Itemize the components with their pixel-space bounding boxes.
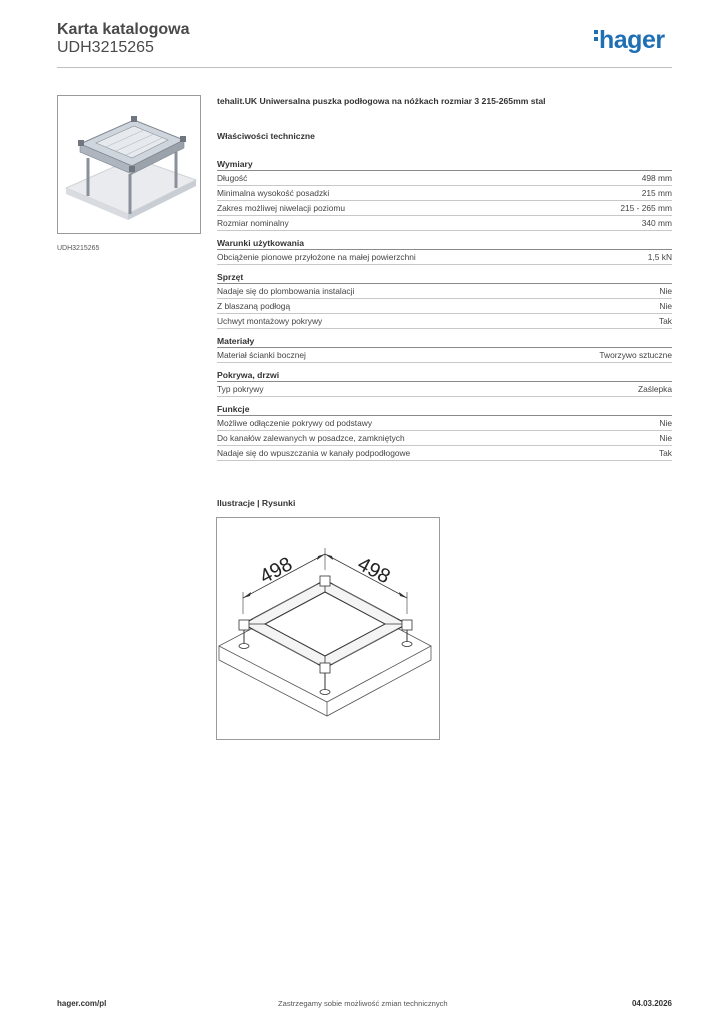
- spec-label: Materiał ścianki bocznej: [217, 350, 306, 360]
- logo-text: hager: [599, 26, 665, 54]
- product-photo: [57, 95, 201, 234]
- dimension-label-left: 498: [256, 553, 297, 589]
- dimension-drawing-icon: [217, 518, 439, 739]
- spec-label: Możliwe odłączenie pokrywy od podstawy: [217, 418, 373, 428]
- illustrations-heading: Ilustracje | Rysunki: [217, 498, 296, 508]
- technical-drawing: [216, 517, 440, 740]
- header-divider: [57, 67, 672, 68]
- hager-logo[interactable]: [594, 28, 665, 53]
- spec-row: [217, 382, 672, 397]
- spec-value: Zaślepka: [638, 384, 672, 394]
- spec-row: [217, 314, 672, 329]
- spec-row: [217, 250, 672, 265]
- spec-row: [217, 216, 672, 231]
- spec-value: Nie: [659, 286, 672, 296]
- spec-value: Nie: [659, 301, 672, 311]
- spec-label: Zakres możliwej niwelacji poziomu: [217, 203, 345, 213]
- spec-section: [217, 158, 672, 231]
- spec-row: [217, 416, 672, 431]
- spec-label: Obciążenie pionowe przyłożone na małej powierzchni: [217, 252, 416, 262]
- tech-properties-heading: Właściwości techniczne: [217, 131, 315, 141]
- product-title: tehalit.UK Uniwersalna puszka podłogowa na nóżkach rozmiar 3 215-265mm stal: [217, 96, 546, 106]
- spec-section-title: Wymiary: [217, 158, 672, 171]
- spec-section: [217, 237, 672, 265]
- spec-section-title: Warunki użytkowania: [217, 237, 672, 250]
- spec-value: Nie: [659, 433, 672, 443]
- spec-row: [217, 186, 672, 201]
- spec-section: [217, 335, 672, 363]
- dimension-label-right: 498: [353, 553, 394, 589]
- spec-value: Tak: [658, 316, 672, 326]
- product-photo-caption: UDH3215265: [57, 245, 100, 252]
- spec-label: Z blaszaną podłogą: [217, 301, 291, 311]
- spec-value: 215 mm: [641, 188, 672, 198]
- spec-section-title: Sprzęt: [217, 271, 672, 284]
- spec-label: Nadaje się do plombowania instalacji: [217, 286, 355, 296]
- footer-disclaimer: Zastrzegamy sobie możliwość zmian technicznych: [278, 999, 448, 1008]
- spec-section-title: Pokrywa, drzwi: [217, 369, 672, 382]
- spec-section: [217, 369, 672, 397]
- page-title: Karta katalogowa: [57, 21, 190, 38]
- spec-label: Minimalna wysokość posadzki: [217, 188, 330, 198]
- floor-box-photo-icon: [58, 96, 200, 233]
- spec-value: Tworzywo sztuczne: [599, 350, 672, 360]
- spec-row: [217, 431, 672, 446]
- spec-value: 340 mm: [641, 218, 672, 228]
- spec-label: Nadaje się do wpuszczania w kanały podpodłogowe: [217, 448, 411, 458]
- spec-row: [217, 299, 672, 314]
- spec-label: Do kanałów zalewanych w posadzce, zamkniętych: [217, 433, 405, 443]
- spec-value: 1,5 kN: [647, 252, 672, 262]
- spec-value: 215 - 265 mm: [620, 203, 672, 213]
- spec-label: Rozmiar nominalny: [217, 218, 289, 228]
- logo-dots-icon: [594, 30, 598, 44]
- spec-label: Uchwyt montażowy pokrywy: [217, 316, 323, 326]
- spec-section-title: Materiały: [217, 335, 672, 348]
- spec-row: [217, 201, 672, 216]
- spec-row: [217, 348, 672, 363]
- spec-row: [217, 446, 672, 461]
- spec-section: [217, 271, 672, 329]
- spec-section-title: Funkcje: [217, 403, 672, 416]
- spec-section: [217, 403, 672, 461]
- footer-website-link[interactable]: hager.com/pl: [57, 999, 107, 1008]
- product-code-header: UDH3215265: [57, 39, 154, 56]
- spec-value: Tak: [658, 448, 672, 458]
- footer-date: 04.03.2026: [631, 999, 672, 1008]
- spec-row: [217, 284, 672, 299]
- spec-row: [217, 171, 672, 186]
- spec-value: Nie: [659, 418, 672, 428]
- spec-label: Typ pokrywy: [217, 384, 264, 394]
- spec-label: Długość: [217, 173, 248, 183]
- spec-sections: [217, 158, 672, 467]
- spec-value: 498 mm: [641, 173, 672, 183]
